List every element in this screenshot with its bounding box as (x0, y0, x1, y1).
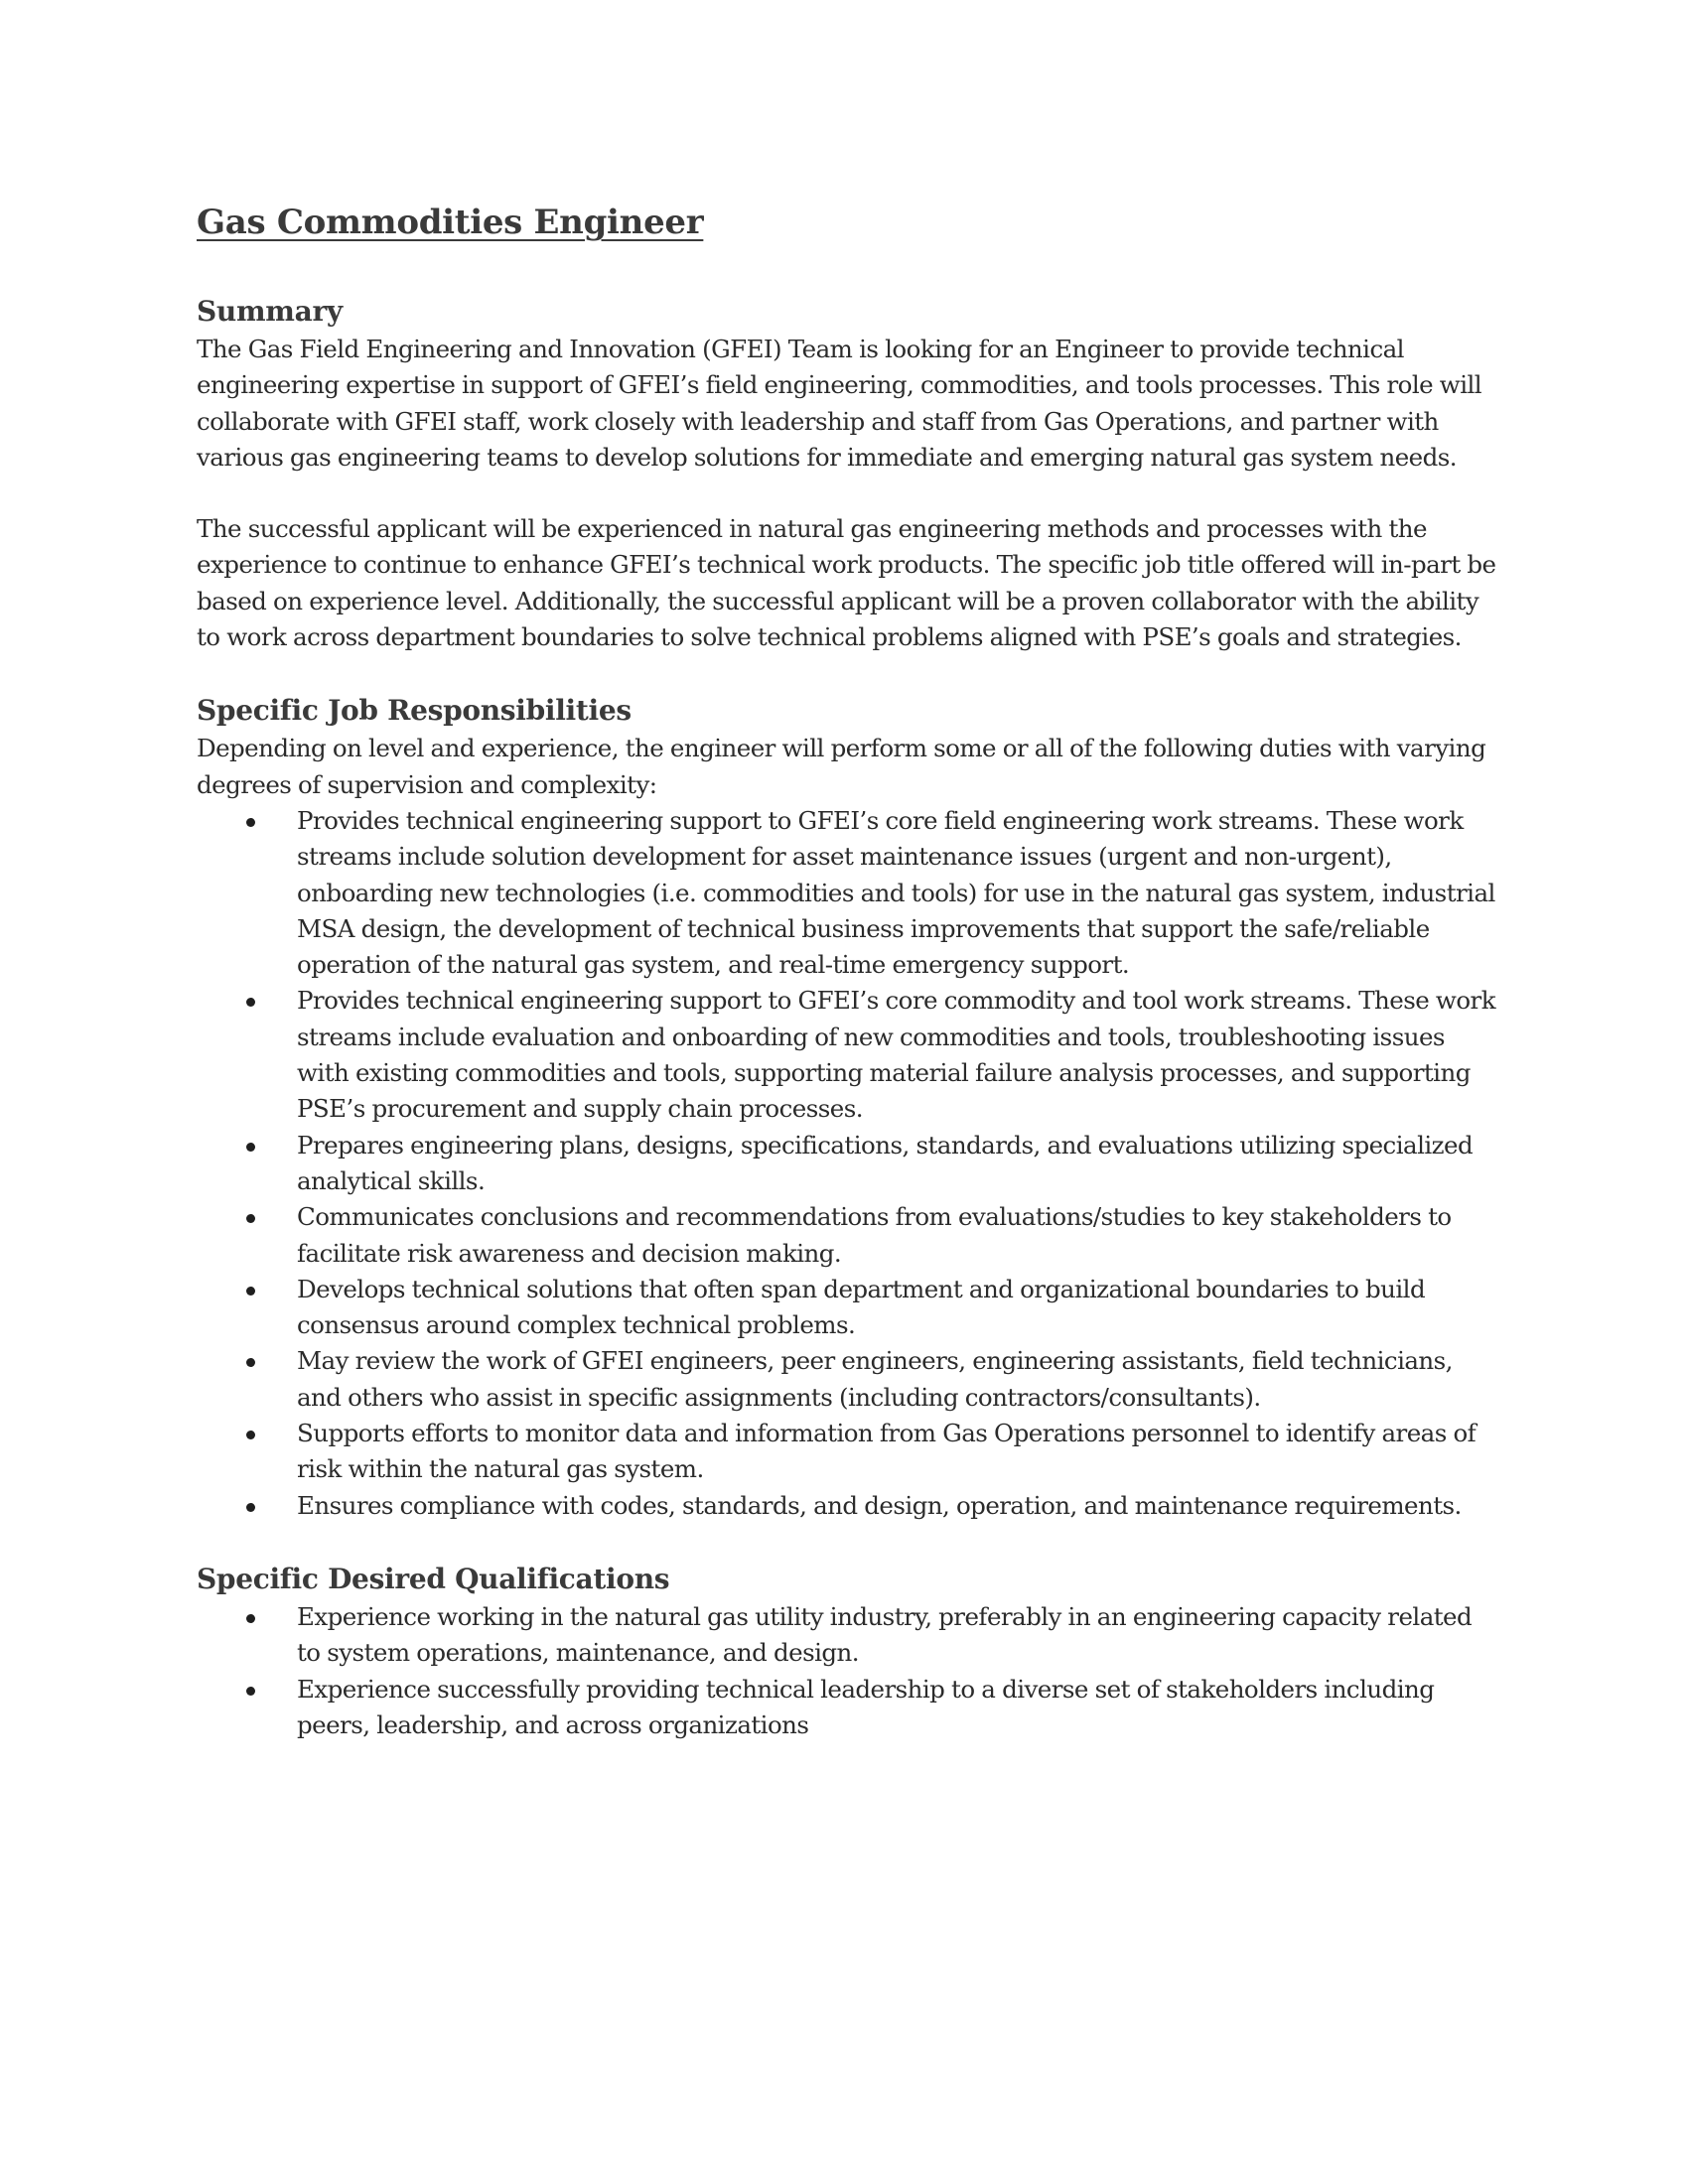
bullet-icon (246, 1614, 255, 1623)
list-item (197, 1128, 1497, 1200)
bullet-icon (246, 998, 255, 1007)
summary-paragraph-1: The Gas Field Engineering and Innovation (GFEI) Team is looking for an Engineer to provide technical engineering expertise in support of GFEI’s field engineering, commodities, and tools processes. This role will collaborate with GFEI staff, work closely with leadership and staff from Gas Operations, and partner with various gas engineering teams to develop solutions for immediate and emerging natural gas system needs. (197, 335, 1482, 472)
list-item-text: Experience working in the natural gas utility industry, preferably in an engineering capacity related to system operations, maintenance, and design. (297, 1601, 1473, 1668)
list-item (197, 1272, 1497, 1344)
list-item-text: Supports efforts to monitor data and information from Gas Operations personnel to identify areas of risk within the natural gas system. (297, 1419, 1477, 1484)
bullet-icon (246, 1287, 255, 1296)
list-item-text: May review the work of GFEI engineers, peer engineers, engineering assistants, field technicians, and others who assist in specific assignments (including contractors/consultants). (297, 1346, 1453, 1412)
list-item-text: Ensures compliance with codes, standards, and design, operation, and maintenance requirements. (297, 1490, 1462, 1520)
list-item-text: Prepares engineering plans, designs, specifications, standards, and evaluations utilizing specialized analytical skills. (297, 1130, 1474, 1195)
bullet-icon (246, 818, 255, 827)
list-item (197, 983, 1497, 1127)
list-item (197, 1343, 1497, 1416)
list-item-text: Provides technical engineering support to GFEI’s core field engineering work streams. These work streams include solution development for asset maintenance issues (urgent and non-urgent), onboarding new technologies (i.e. commodities and tools) for use in the natural gas system, industrial MSA design, the development of technical business improvements that support the safe/reliable operation of the natural gas system, and real-time emergency support. (297, 805, 1495, 980)
list-item-text: Develops technical solutions that often span department and organizational boundaries to build consensus around complex technical problems. (297, 1274, 1426, 1340)
responsibilities-heading: Specific Job Responsibilities (197, 694, 632, 728)
qualifications-list (197, 1599, 1497, 1743)
list-item-text: Communicates conclusions and recommendations from evaluations/studies to key stakeholders to facilitate risk awareness and decision making. (297, 1202, 1452, 1268)
summary-paragraph-2: The successful applicant will be experienced in natural gas engineering methods and processes with the experience to continue to enhance GFEI’s technical work products. The specific job title offered will in-part be based on experience level. Additionally, the successful applicant will be a proven collaborator with the ability to work across department boundaries to solve technical problems aligned with PSE’s goals and strategies. (197, 514, 1496, 652)
bullet-icon (246, 1431, 255, 1439)
list-item (197, 1672, 1497, 1744)
list-item (197, 803, 1497, 983)
responsibilities-section (197, 691, 1497, 1524)
bullet-icon (246, 1358, 255, 1367)
list-item (197, 1488, 1497, 1524)
responsibilities-list (197, 803, 1497, 1524)
qualifications-section (197, 1560, 1497, 1743)
list-item (197, 1599, 1497, 1672)
bullet-icon (246, 1143, 255, 1152)
document-title: Gas Commodities Engineer (197, 203, 704, 242)
list-item (197, 1416, 1497, 1488)
summary-section (197, 292, 1497, 655)
bullet-icon (246, 1503, 255, 1512)
qualifications-heading: Specific Desired Qualifications (197, 1562, 670, 1595)
list-item (197, 1199, 1497, 1272)
list-item-text: Experience successfully providing technical leadership to a diverse set of stakeholders including peers, leadership, and across organizations (297, 1674, 1435, 1739)
document-page (197, 199, 1497, 1743)
list-item-text: Provides technical engineering support to GFEI’s core commodity and tool work streams. These work streams include evaluation and onboarding of new commodities and tools, troubleshooting issues with existing commodities and tools, supporting material failure analysis processes, and supporting PSE’s procurement and supply chain processes. (297, 986, 1495, 1124)
summary-heading: Summary (197, 295, 343, 328)
bullet-icon (246, 1687, 255, 1696)
bullet-icon (246, 1214, 255, 1223)
responsibilities-intro: Depending on level and experience, the engineer will perform some or all of the following duties with varying degrees of supervision and complexity: (197, 734, 1486, 799)
